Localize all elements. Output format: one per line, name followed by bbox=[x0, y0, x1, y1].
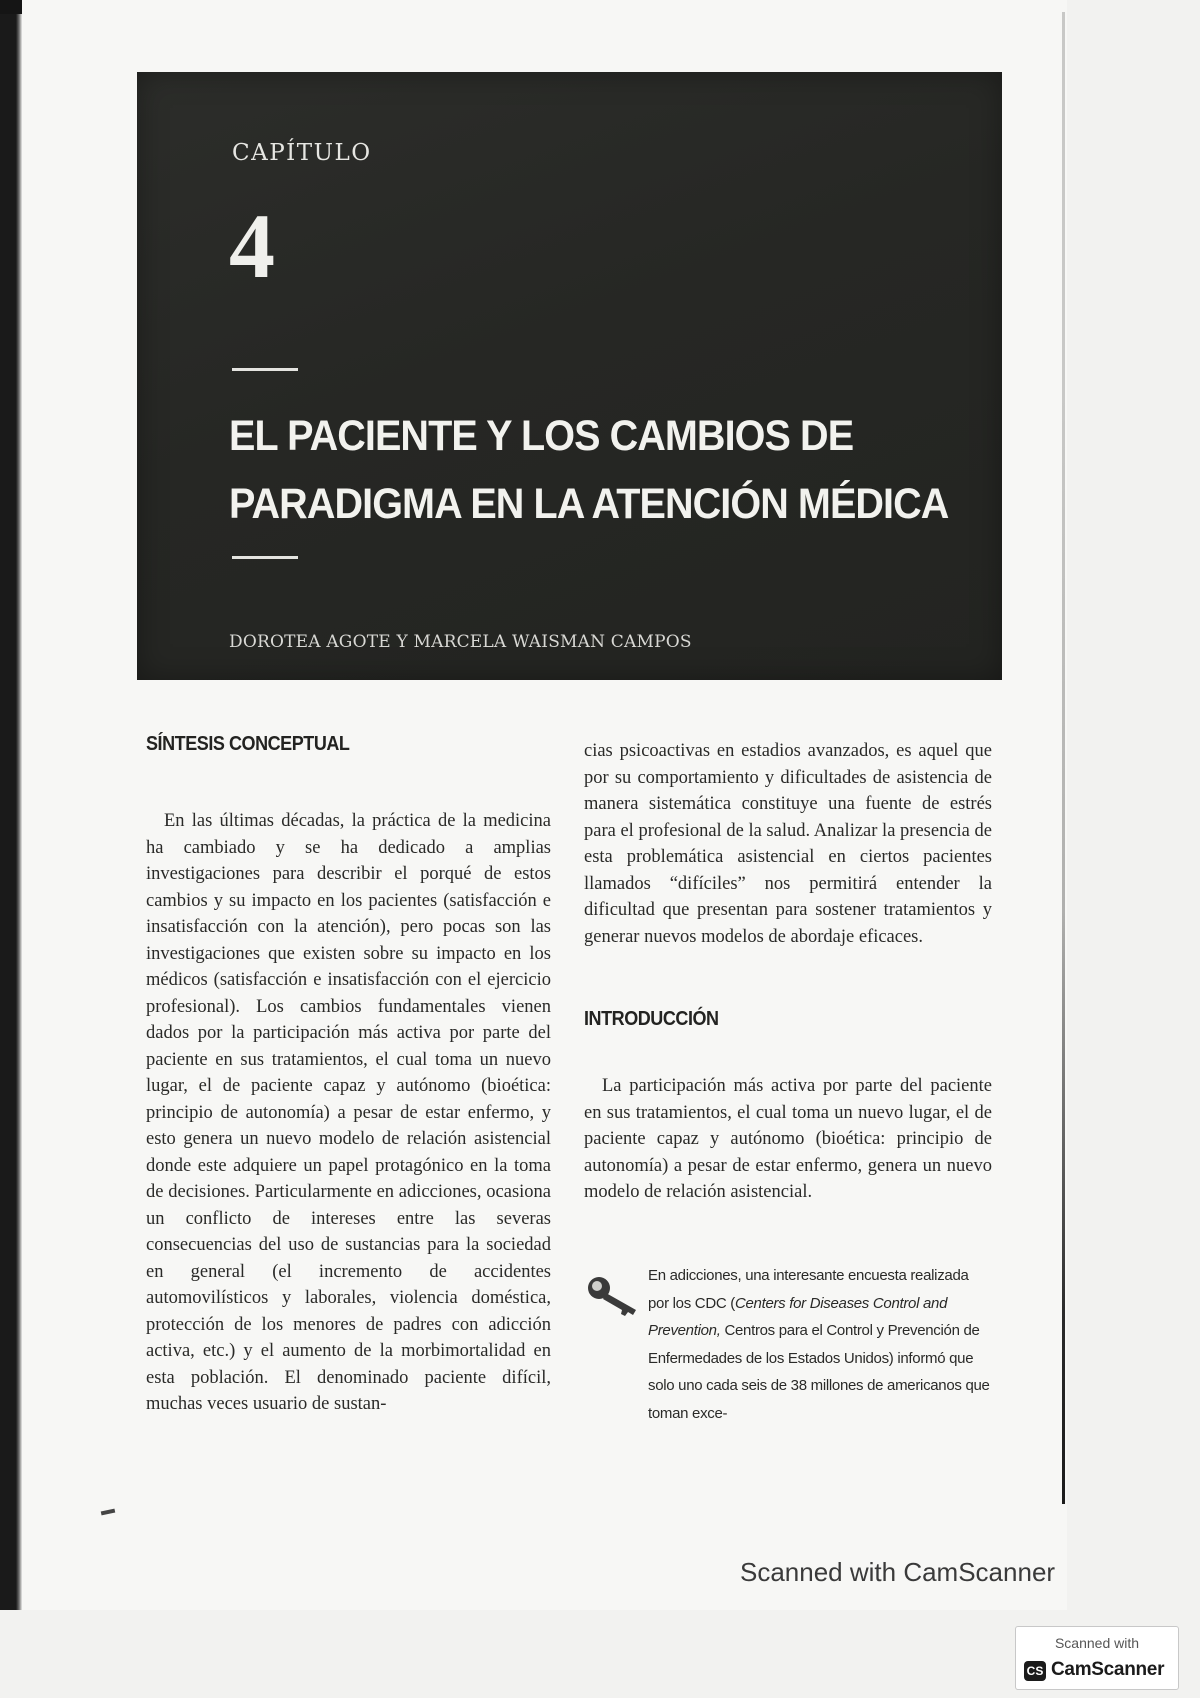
chapter-label: CAPÍTULO bbox=[232, 140, 372, 166]
chapter-header bbox=[137, 72, 1002, 680]
chapter-title-line-1: EL PACIENTE Y LOS CAMBIOS DE bbox=[229, 412, 854, 460]
note-text-italic: Centers for Diseases Control and Prevention, bbox=[648, 1294, 948, 1339]
badge-brand-name: CamScanner bbox=[1051, 1659, 1165, 1680]
introduccion-paragraph: La participación más activa por parte del paciente en sus tratamientos, el cual toma un nuevo lugar, el de paciente capaz y autónomo (bioética: principio de autonomía) a pesar de estar enfermo, genera un nuevo modelo de relación asistencial. bbox=[584, 1076, 992, 1202]
note-text-start: En adicciones, una interesante encuesta realizada por los CDC ( bbox=[648, 1267, 969, 1312]
chapter-title bbox=[229, 402, 949, 538]
scan-shadow-left bbox=[0, 0, 22, 1610]
introduccion-heading: INTRODUCCIÓN bbox=[584, 1008, 719, 1030]
sintesis-continuation: cias psicoactivas en estadios avanzados, es aquel que por su comportamiento y dificultades de asistencia de manera sistemática constituye una fuente de estrés para el profesional de la salud. Analizar la presencia de esta problemática asistencial en ciertos pacientes llamados “difíciles” nos permitirá entender la dificultad que presentan para sostener tratamientos y generar nuevos modelos de abordaje eficaces. bbox=[584, 741, 992, 947]
chapter-number: 4 bbox=[229, 195, 275, 297]
chapter-title-line-2: PARADIGMA EN LA ATENCIÓN MÉDICA bbox=[229, 480, 949, 528]
key-icon bbox=[584, 1274, 644, 1318]
camscanner-badge bbox=[1015, 1626, 1179, 1690]
scanner-footer-text: Scanned with CamScanner bbox=[740, 1557, 1056, 1587]
sintesis-paragraph: En las últimas décadas, la práctica de la medicina ha cambiado y se ha dedicado a amplias investigaciones para describir el porqué de estos cambios y su impacto en los pacientes (satisfacción e insatisfacción con la atención), pero pocas son las investigaciones que existen sobre su impacto en los médicos (satisfacción e insatisfacción con el ejercicio profesional). Los cambios fundamentales vienen dados por la participación más activa por parte del paciente en sus tratamientos, el cual toma un nuevo lugar, el de paciente capaz y autónomo (bioética: principio de autonomía) a pesar de estar enfermo, y esto genera un nuevo modelo de relación asistencial donde este adquiere un papel protagónico en la toma de decisiones. Particularmente en adicciones, ocasiona un conflicto de intereses entre las severas consecuencias del uso de sustancias para la sociedad en general (el incremento de accidentes automovilísticos y laborales, violencia doméstica, protección de los menores de padres con adicción activa, etc.) y el aumento de la morbimortalidad en esta población. El denominado paciente difícil, muchas veces usuario de sustan- bbox=[146, 811, 551, 1414]
note-text-end: Centros para el Control y Prevención de Enfermedades de los Estados Unidos) informó que solo uno cada seis de 38 millones de americanos que toman exce- bbox=[648, 1322, 990, 1422]
left-column bbox=[146, 733, 551, 1418]
note-text bbox=[648, 1262, 992, 1427]
badge-top-text: Scanned with bbox=[1054, 1635, 1140, 1651]
title-rule-bottom bbox=[232, 556, 298, 559]
chapter-authors: DOROTEA AGOTE Y MARCELA WAISMAN CAMPOS bbox=[229, 632, 692, 652]
page-edge-rule bbox=[1062, 12, 1065, 1504]
sintesis-heading: SÍNTESIS CONCEPTUAL bbox=[146, 733, 350, 755]
title-rule-top bbox=[232, 368, 298, 371]
right-column bbox=[584, 738, 992, 1206]
camscanner-logo-icon: CS bbox=[1024, 1661, 1046, 1681]
